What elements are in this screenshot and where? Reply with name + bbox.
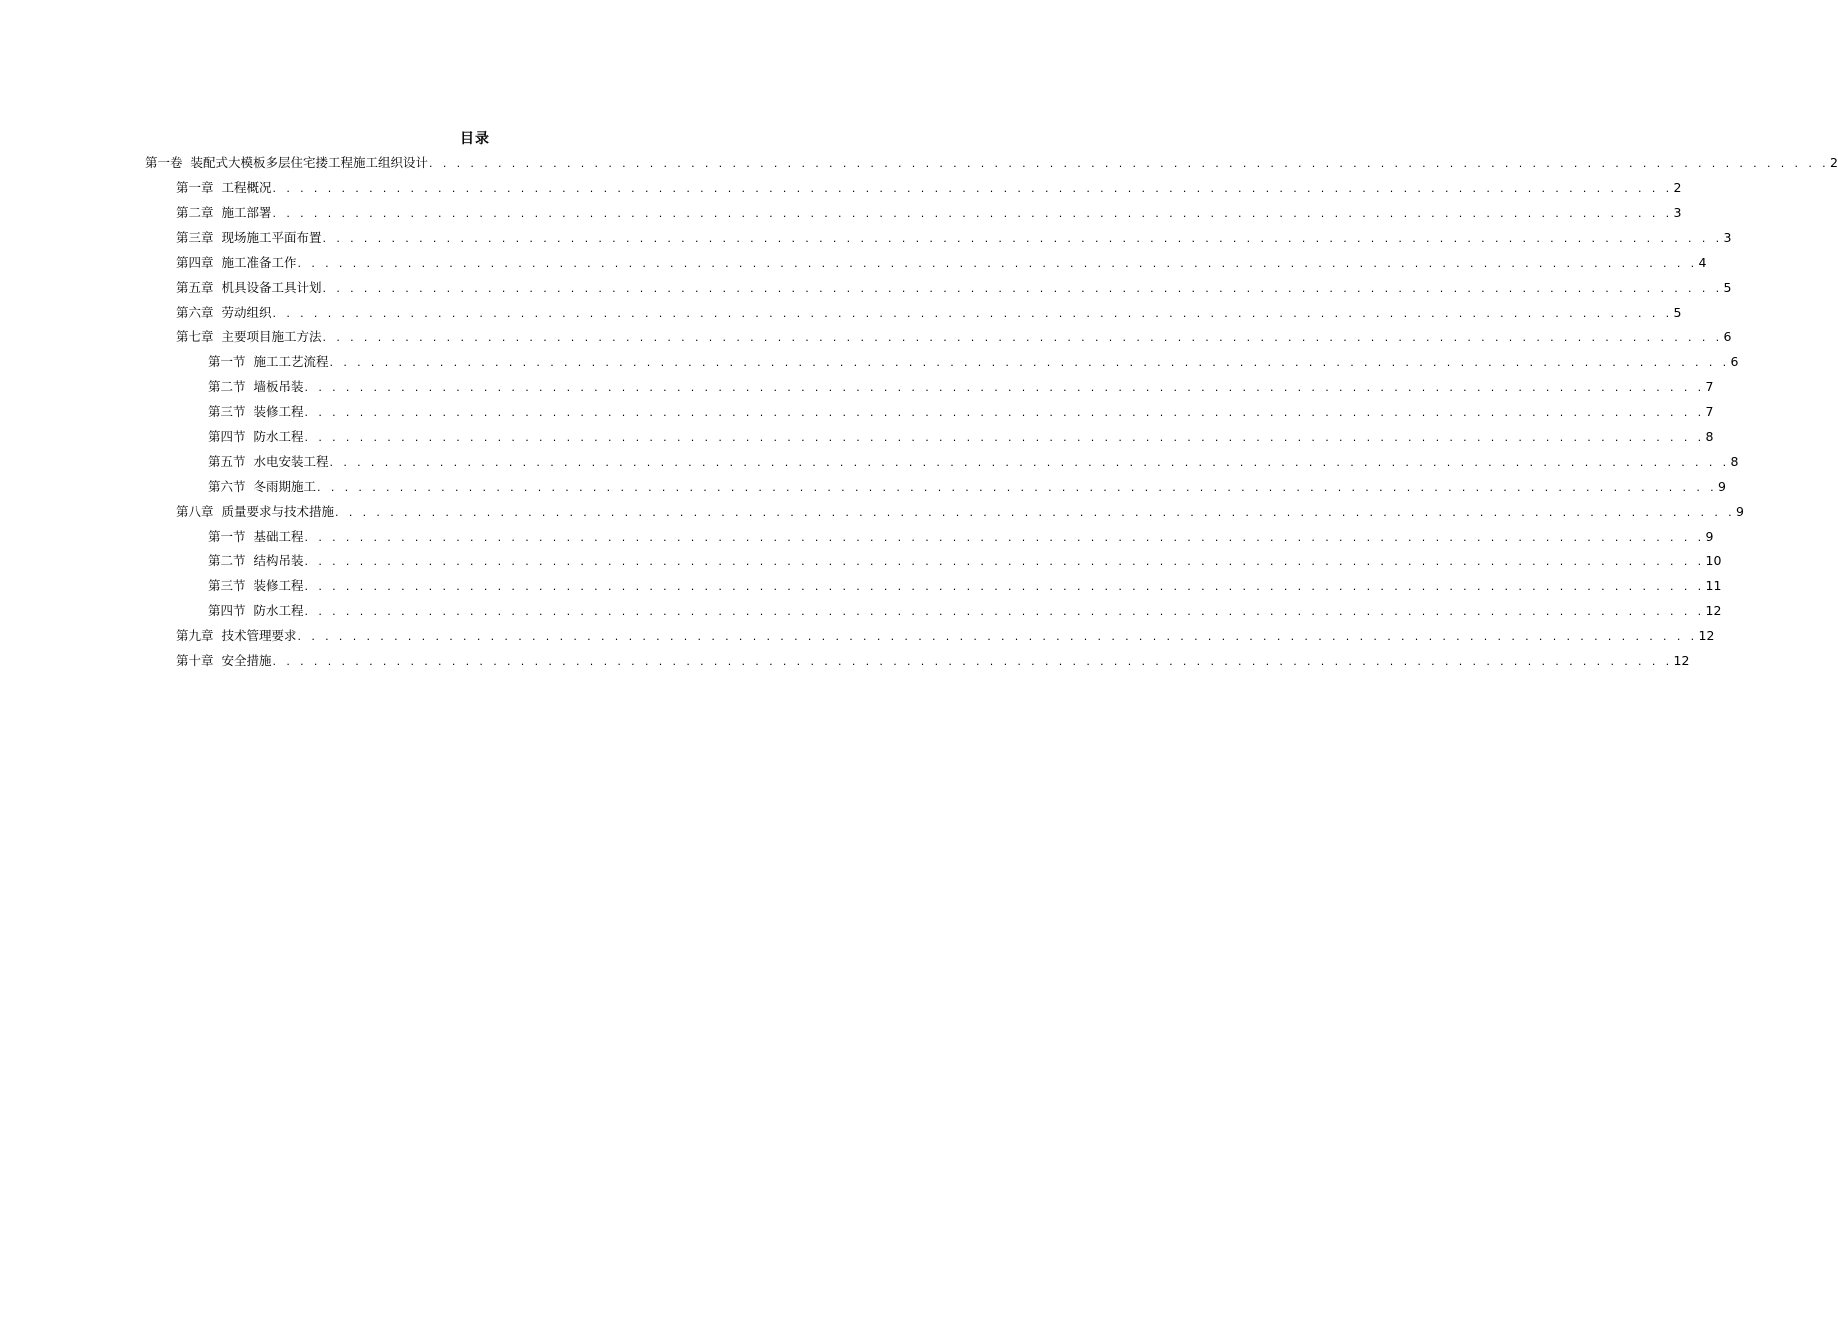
dot-leader: . . . . . . . . . . . . . . . . . . . . . . . . . . . . . . . . . . . . . . . . . . . . . . . . . . . . . . . . . . . . . . . . . . . . . . . . . . . . . . . . . . . . . . . . . . . . . . . . . . . . . . (322, 281, 1723, 295)
toc-entry[interactable] (176, 201, 1682, 226)
dot-leader: . . . . . . . . . . . . . . . . . . . . . . . . . . . . . . . . . . . . . . . . . . . . . . . . . . . . . . . . . . . . . . . . . . . . . . . . . . . . . . . . . . . . . . . . . . . . . . . . . . . . . . (429, 157, 1830, 171)
toc-entry-label (208, 555, 304, 568)
dot-leader: . . . . . . . . . . . . . . . . . . . . . . . . . . . . . . . . . . . . . . . . . . . . . . . . . . . . . . . . . . . . . . . . . . . . . . . . . . . . . . . . . . . . . . . . . . . . . . . . . . . . . . (304, 580, 1705, 594)
toc-entry-page-number: 12 (1698, 628, 1715, 644)
toc-entry[interactable] (208, 574, 1722, 599)
toc-entry-label (208, 528, 304, 544)
dot-leader: . . . . . . . . . . . . . . . . . . . . . . . . . . . . . . . . . . . . . . . . . . . . . . . . . . . . . . . . . . . . . . . . . . . . . . . . . . . . . . . . . . . . . . . . . . . . . . . . . . . . . . (272, 182, 1673, 196)
toc-entry-text: 冬雨期施工 (253, 478, 317, 494)
dot-leader: . . . . . . . . . . . . . . . . . . . . . . . . . . . . . . . . . . . . . . . . . . . . . . . . . . . . . . . . . . . . . . . . . . . . . . . . . . . . . . . . . . . . . . . . . . . . . . . . . . . . . . (322, 331, 1723, 345)
toc-entry-number: 第二节 (208, 379, 246, 395)
toc-entry-row (208, 478, 1726, 494)
toc-entry-row (176, 329, 1732, 345)
toc-entry-text: 装修工程 (253, 578, 304, 594)
toc-entry-label (176, 204, 272, 220)
toc-entry[interactable] (208, 450, 1739, 475)
dot-leader: . . . . . . . . . . . . . . . . . . . . . . . . . . . . . . . . . . . . . . . . . . . . . . . . . . . . . . . . . . . . . . . . . . . . . . . . . . . . . . . . . . . . . . . . . . . . . . . . . . . . . . (329, 455, 1730, 469)
toc-entry-label (208, 605, 304, 618)
toc-entry-text: 质量要求与技术措施 (221, 503, 335, 519)
dot-leader: . . . . . . . . . . . . . . . . . . . . . . . . . . . . . . . . . . . . . . . . . . . . . . . . . . . . . . . . . . . . . . . . . . . . . . . . . . . . . . . . . . . . . . . . . . . . . . . . . . . . . . (304, 406, 1705, 420)
toc-entry-page-number: 2 (1830, 155, 1838, 171)
toc-entry-page-number: 6 (1730, 354, 1739, 370)
toc-entry-number: 第四节 (208, 603, 246, 619)
toc-entry[interactable] (208, 400, 1714, 425)
toc-entry-number: 第一章 (176, 180, 214, 196)
toc-entry-page-number: 12 (1705, 603, 1722, 619)
toc-entry-text: 工程概况 (221, 180, 272, 196)
toc-entry[interactable] (208, 524, 1714, 549)
toc-entry-row (208, 553, 1722, 569)
toc-entry[interactable] (208, 599, 1722, 624)
toc-entry-number: 第四节 (208, 428, 246, 444)
toc-entry-page-number: 10 (1705, 553, 1722, 569)
toc-entry-row (176, 503, 1744, 519)
toc-entry-page-number: 3 (1723, 229, 1732, 245)
dot-leader: . . . . . . . . . . . . . . . . . . . . . . . . . . . . . . . . . . . . . . . . . . . . . . . . . . . . . . . . . . . . . . . . . . . . . . . . . . . . . . . . . . . . . . . . . . . . . . . . . . . . . . (322, 231, 1723, 245)
toc-entry-page-number: 5 (1723, 279, 1732, 295)
toc-entry[interactable] (176, 499, 1744, 524)
toc-entry-number: 第九章 (176, 628, 214, 644)
toc-entry-row (176, 204, 1682, 220)
toc-entry-text: 主要项目施工方法 (221, 329, 322, 345)
toc-entry-row (208, 379, 1714, 395)
toc-entry-number: 第五章 (176, 279, 214, 295)
dot-leader: . . . . . . . . . . . . . . . . . . . . . . . . . . . . . . . . . . . . . . . . . . . . . . . . . . . . . . . . . . . . . . . . . . . . . . . . . . . . . . . . . . . . . . . . . . . . . . . . . . . . . . (297, 630, 1698, 644)
toc-entry-label (208, 356, 329, 369)
dot-leader: . . . . . . . . . . . . . . . . . . . . . . . . . . . . . . . . . . . . . . . . . . . . . . . . . . . . . . . . . . . . . . . . . . . . . . . . . . . . . . . . . . . . . . . . . . . . . . . . . . . . . . (317, 480, 1718, 494)
dot-leader: . . . . . . . . . . . . . . . . . . . . . . . . . . . . . . . . . . . . . . . . . . . . . . . . . . . . . . . . . . . . . . . . . . . . . . . . . . . . . . . . . . . . . . . . . . . . . . . . . . . . . . (304, 430, 1705, 444)
dot-leader: . . . . . . . . . . . . . . . . . . . . . . . . . . . . . . . . . . . . . . . . . . . . . . . . . . . . . . . . . . . . . . . . . . . . . . . . . . . . . . . . . . . . . . . . . . . . . . . . . . . . . . (304, 605, 1705, 619)
toc-entry-row (176, 229, 1732, 245)
toc-entry-number: 第二节 (208, 553, 246, 569)
toc-entry-text: 装修工程 (253, 404, 304, 420)
dot-leader: . . . . . . . . . . . . . . . . . . . . . . . . . . . . . . . . . . . . . . . . . . . . . . . . . . . . . . . . . . . . . . . . . . . . . . . . . . . . . . . . . . . . . . . . . . . . . . . . . . . . . . (335, 505, 1736, 519)
toc-entry[interactable] (176, 649, 1690, 674)
toc-entry-page-number: 7 (1705, 404, 1714, 420)
toc-entry-text: 机具设备工具计划 (221, 279, 322, 295)
toc-entry-label (208, 406, 304, 419)
toc-entry-label (176, 630, 297, 643)
dot-leader: . . . . . . . . . . . . . . . . . . . . . . . . . . . . . . . . . . . . . . . . . . . . . . . . . . . . . . . . . . . . . . . . . . . . . . . . . . . . . . . . . . . . . . . . . . . . . . . . . . . . . . (272, 306, 1673, 320)
toc-entry-page-number: 7 (1705, 379, 1714, 395)
toc-entry[interactable] (176, 275, 1732, 300)
toc-entry-text: 施工部署 (221, 204, 272, 220)
toc-entry-text: 施工工艺流程 (253, 354, 329, 370)
toc-entry-label (176, 182, 272, 195)
toc-entry-label (176, 279, 322, 295)
toc-entry-number: 第六节 (208, 478, 246, 494)
toc-entry[interactable] (208, 549, 1722, 574)
toc-entry-row (208, 404, 1714, 420)
toc-entry-label (176, 503, 335, 519)
toc-entry-row (208, 428, 1714, 444)
toc-entry-text: 安全措施 (221, 653, 272, 668)
toc-entry-page-number: 8 (1705, 428, 1714, 444)
toc-entry-number: 第八章 (176, 503, 214, 519)
toc-entry-text: 装配式大模板多层住宅搂工程施工组织设计 (190, 155, 429, 171)
dot-leader: . . . . . . . . . . . . . . . . . . . . . . . . . . . . . . . . . . . . . . . . . . . . . . . . . . . . . . . . . . . . . . . . . . . . . . . . . . . . . . . . . . . . . . . . . . . . . . . . . . . . . . (304, 381, 1705, 395)
toc-entry-row (176, 304, 1682, 320)
toc-entry-label (145, 157, 428, 170)
toc-entry-page-number: 3 (1673, 204, 1682, 220)
toc-entry[interactable] (145, 151, 1838, 176)
toc-entry-number: 第一节 (208, 528, 246, 544)
toc-entry[interactable] (176, 300, 1682, 325)
dot-leader: . . . . . . . . . . . . . . . . . . . . . . . . . . . . . . . . . . . . . . . . . . . . . . . . . . . . . . . . . . . . . . . . . . . . . . . . . . . . . . . . . . . . . . . . . . . . . . . . . . . . . . (329, 356, 1730, 370)
toc-entry[interactable] (208, 375, 1714, 400)
dot-leader: . . . . . . . . . . . . . . . . . . . . . . . . . . . . . . . . . . . . . . . . . . . . . . . . . . . . . . . . . . . . . . . . . . . . . . . . . . . . . . . . . . . . . . . . . . . . . . . . . . . . . . (304, 555, 1705, 569)
toc-entry-page-number: 9 (1705, 528, 1714, 544)
toc-title: 目录 (460, 131, 490, 147)
dot-leader: . . . . . . . . . . . . . . . . . . . . . . . . . . . . . . . . . . . . . . . . . . . . . . . . . . . . . . . . . . . . . . . . . . . . . . . . . . . . . . . . . . . . . . . . . . . . . . . . . . . . . . (272, 655, 1673, 668)
dot-leader: . . . . . . . . . . . . . . . . . . . . . . . . . . . . . . . . . . . . . . . . . . . . . . . . . . . . . . . . . . . . . . . . . . . . . . . . . . . . . . . . . . . . . . . . . . . . . . . . . . . . . . (304, 530, 1705, 544)
toc-entry-text: 现场施工平面布置 (221, 229, 322, 245)
toc-entry-number: 第三章 (176, 229, 214, 245)
toc-entry-number: 第十章 (176, 653, 214, 668)
toc-entry-number: 第二章 (176, 204, 214, 220)
toc-entry-text: 防水工程 (253, 428, 304, 444)
toc-entry-text: 墙板吊装 (253, 379, 304, 395)
toc-entry[interactable] (176, 226, 1732, 251)
toc-entry-page-number: 8 (1730, 453, 1739, 469)
toc-entry-label (176, 254, 297, 270)
toc-entry-label (176, 229, 322, 245)
toc-entry-number: 第七章 (176, 329, 214, 345)
toc-entry-row (176, 180, 1682, 196)
toc-entry-label (208, 428, 304, 444)
toc-entry-page-number: 6 (1723, 329, 1732, 345)
toc-entry[interactable] (176, 325, 1732, 350)
toc-entry[interactable] (208, 350, 1739, 375)
toc-entry-text: 施工准备工作 (221, 254, 297, 270)
toc-entry-text: 水电安装工程 (253, 453, 329, 469)
toc-entry-page-number: 9 (1718, 478, 1726, 494)
toc-entry-number: 第三节 (208, 404, 246, 420)
toc-entry-number: 第四章 (176, 254, 214, 270)
toc-entry-row (208, 354, 1739, 370)
toc-entry-label (176, 304, 272, 320)
toc-entry-page-number: 9 (1736, 503, 1744, 519)
toc-entry-label (208, 453, 329, 469)
toc-entry-label (176, 331, 322, 344)
toc-entry-row (176, 279, 1732, 295)
toc-entry-page-number: 4 (1698, 254, 1707, 270)
toc-entry-number: 第六章 (176, 304, 214, 320)
toc-entry[interactable] (176, 624, 1715, 649)
toc-entry-row (208, 603, 1722, 619)
dot-leader: . . . . . . . . . . . . . . . . . . . . . . . . . . . . . . . . . . . . . . . . . . . . . . . . . . . . . . . . . . . . . . . . . . . . . . . . . . . . . . . . . . . . . . . . . . . . . . . . . . . . . . (272, 206, 1673, 220)
toc-entry-page-number: 2 (1673, 180, 1682, 196)
toc-entry-page-number: 11 (1705, 578, 1722, 594)
toc-entry-text: 基础工程 (253, 528, 304, 544)
toc-entry-label (208, 580, 304, 593)
toc-entry[interactable] (176, 176, 1682, 201)
toc-entry-row (176, 628, 1715, 644)
toc-entry-label (208, 478, 317, 494)
toc-entry-text: 技术管理要求 (221, 628, 297, 644)
toc-entry-number: 第一节 (208, 354, 246, 370)
toc-entry-number: 第五节 (208, 453, 246, 469)
dot-leader: . . . . . . . . . . . . . . . . . . . . . . . . . . . . . . . . . . . . . . . . . . . . . . . . . . . . . . . . . . . . . . . . . . . . . . . . . . . . . . . . . . . . . . . . . . . . . . . . . . . . . . (297, 256, 1698, 270)
toc-entry[interactable] (208, 475, 1726, 500)
toc-entry[interactable] (176, 251, 1707, 276)
toc-entry-number: 第一卷 (145, 155, 183, 171)
toc-entry-text: 劳动组织 (221, 304, 272, 320)
toc-entry-row (145, 155, 1838, 171)
toc-entry-row (208, 453, 1739, 469)
toc-entry-row (208, 578, 1722, 594)
toc-entry-text: 防水工程 (253, 603, 304, 619)
toc-entry-label (176, 655, 272, 668)
toc-entry-page-number: 12 (1673, 653, 1690, 668)
toc-entry-number: 第三节 (208, 578, 246, 594)
toc-entry-text: 结构吊装 (253, 553, 304, 569)
toc-entry-row (176, 653, 1690, 668)
toc-entry-page-number: 5 (1673, 304, 1682, 320)
toc-entry-row (176, 254, 1707, 270)
table-of-contents (0, 151, 1838, 674)
toc-entry-label (208, 381, 304, 394)
toc-entry-row (208, 528, 1714, 544)
toc-entry[interactable] (208, 425, 1714, 450)
